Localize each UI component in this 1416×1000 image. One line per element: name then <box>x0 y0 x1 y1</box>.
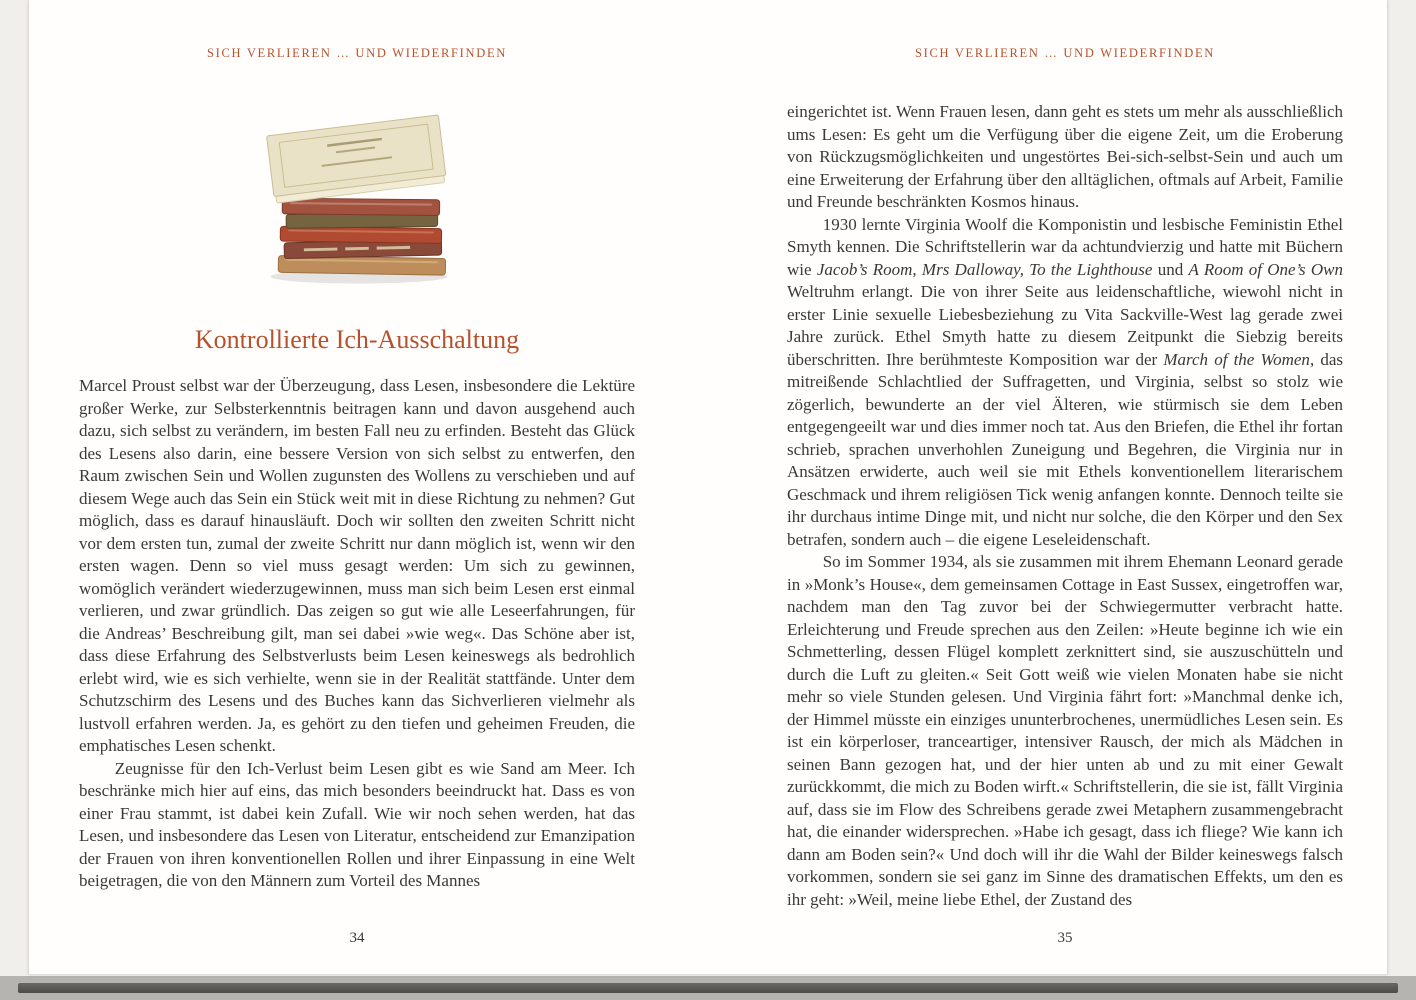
paragraph <box>787 101 1343 214</box>
text-run: Marcel Proust selbst war der Überzeugung, dass Lesen, insbesondere die Lektüre großer Werke, zur Selbsterkenntnis beitragen kann und davon ausgehend auch dazu, sich selbst zu verändern, im besten Fall neu zu erfinden. Besteht das Glück des Lesens also darin, eine bessere Version von sich selbst zu entwerfen, den Raum zwischen Sein und Wollen zugunsten des Wollens zu verschieben und auf diesem Wege auch das Sein ein Stück weit mit in diese Richtung zu nehmen? Gut möglich, dass es darauf hinausläuft. Doch wir sollten den zweiten Schritt nicht vor dem ersten tun, zumal der zweite Schritt nur dann möglich ist, wenn wir den ersten wagen. Denn so viel muss gesagt werden: Um sich zu gewinnen, womöglich verändert wiederzugewinnen, muss man sich beim Lesen erst einmal verlieren, und zwar gründlich. Das zeigen so gut wie alle Leseerfahrungen, für die Andreas’ Beschreibung gilt, man sei dabei »wie weg«. Das Schöne aber ist, dass diese Erfahrung des Selbstverlusts beim Lesen keineswegs als bedrohlich erlebt wird, wie es sich verhielte, wenn sie in der Realität stattfände. Unter dem Schutzschirm des Lesens und des Buches kann das Sichverlieren vielmehr als lustvoll erfahren werden. Ja, es gehört zu den tiefen und geheimen Freuden, die emphatisches Lesen schenkt. <box>79 376 635 755</box>
paragraph <box>79 375 635 758</box>
text-run: 1930 lernte Virginia Woolf die Komponistin und lesbische Feministin Ethel Smyth kennen. Die Schriftstellerin war da achtundvierzig und hatte mit Büchern wie <box>787 214 1343 279</box>
text-run: eingerichtet ist. Wenn Frauen lesen, dann geht es stets um mehr als ausschließlich ums Lesen: Es geht um die Verfügung über die eigene Zeit, um die Eroberung von Rückzugsmöglichkeiten und ungestörtes Bei-sich-selbst-Sein und auch um eine Erweiterung der Erfahrung über den alltäglichen, oftmals auf Arbeit, Familie und Freunde beschränkten Kosmos hinaus. <box>787 102 1343 211</box>
right-page-body <box>787 101 1343 911</box>
open-book-spread <box>28 0 1388 974</box>
page-number-left: 34 <box>349 930 365 946</box>
running-header-left: SICH VERLIEREN … UND WIEDERFINDEN <box>206 46 508 60</box>
paragraph <box>787 214 1343 552</box>
running-header-right: SICH VERLIEREN … UND WIEDERFINDEN <box>914 46 1216 60</box>
text-run: Weltruhm erlangt. Die von ihrer Seite aus leidenschaftliche, wiewohl nicht in erster Linie sexuelle Liebesbeziehung zu Vita Sackville-West lag gerade zwei Jahre zurück. Ethel Smyth hatte zu diesem Zeitpunkt die Siebzig bereits überschritten. Ihre berühmteste Komposition war der <box>787 282 1343 369</box>
italic-text: Jacob’s Room, Mrs Dalloway, To the Lighthouse <box>816 259 1153 279</box>
left-page-body <box>79 375 635 893</box>
right-page <box>787 0 1343 952</box>
text-run: So im Sommer 1934, als sie zusammen mit ihrem Ehemann Leonard gerade in »Monk’s House«, dem gemeinsamen Cottage in East Sussex, eingetroffen war, nachdem man den Tag zuvor bei der Schwiegermutter verbracht hatte. Erleichterung und Freude sprechen aus den Zeilen: »Heute beginne ich wie ein Schmetterling, dessen Flügel komplett zerknittert sind, sie auszuschütteln und durch die Luft zu gleiten.« Seit Gott weiß wie vielen Monaten habe sie nicht mehr so viele Stunden gelesen. Und Virginia fährt fort: »Manchmal denke ich, der Himmel müsste ein einziges ununterbrochenes, unermüdliches Lesen sein. Es ist ein körperloser, tranceartiger, intensiver Rausch, der mich als Mädchen in seinen Bann gezogen hat, und der hier unten ab und zu mit einer Gewalt zurückkommt, die mich zu Boden wirft.« Schriftstellerin, die sie ist, fällt Virginia auf, dass sie im Flow des Schreibens gerade zwei Metaphern zusammengebracht hat, die einander widersprechen. »Habe ich gesagt, dass ich fliege? Wie kann ich dann am Boden sein?« Und doch will ihr die Wahl der Bilder keineswegs falsch vorkommen, sondern sie sei ganz im Sinne des dramatischen Effekts, um den es ihr geht: »Weil, meine liebe Ethel, der Zustand des <box>787 552 1343 909</box>
book-bottom-edge <box>18 983 1398 993</box>
chapter-title: Kontrollierte Ich-Ausschaltung <box>194 325 520 354</box>
book-stack-illustration <box>79 77 635 289</box>
paragraph <box>787 551 1343 911</box>
page-number-right: 35 <box>1057 930 1073 946</box>
book-stack-icon <box>239 101 475 289</box>
text-run: , das mitreißende Schlachtlied der Suffragetten, und Virginia, selbst so stolz wie zögerlich, bewunderte an der viel Älteren, wie stürmisch sie dem Leben entgegengeeilt war und dies immer noch tat. Aus den Briefen, die Ethel ihr fortan schrieb, sprachen unverhohlen Zuneigung und Begehren, die Virginia nur in Ansätzen erwiderte, auch weil sie mit Ethels konventionellem literarischem Geschmack und ihrem religiösen Tick wenig anfangen konnte. Dennoch teilte sie ihr durchaus intime Dinge mit, und nicht nur solche, die den Körper und den Sex betrafen, sondern auch – die eigene Leseleidenschaft. <box>787 349 1343 549</box>
paragraph <box>79 758 635 893</box>
text-run: und <box>1152 259 1189 279</box>
left-page <box>79 0 635 952</box>
italic-text: A Room of One’s Own <box>1188 259 1343 279</box>
italic-text: March of the Women <box>1163 349 1310 369</box>
text-run: Zeugnisse für den Ich-Verlust beim Lesen gibt es wie Sand am Meer. Ich beschränke mich hier auf eins, das mich besonders beeindruckt hat. Dass es von einer Frau stammt, ist dabei kein Zufall. Wie wir noch sehen werden, hat das Lesen, und insbesondere das Lesen von Literatur, entscheidend zur Emanzipation der Frauen von ihren konventionellen Rollen und ihrer Einpassung in eine Welt beigetragen, die von den Männern zum Vorteil des Mannes <box>79 758 635 890</box>
